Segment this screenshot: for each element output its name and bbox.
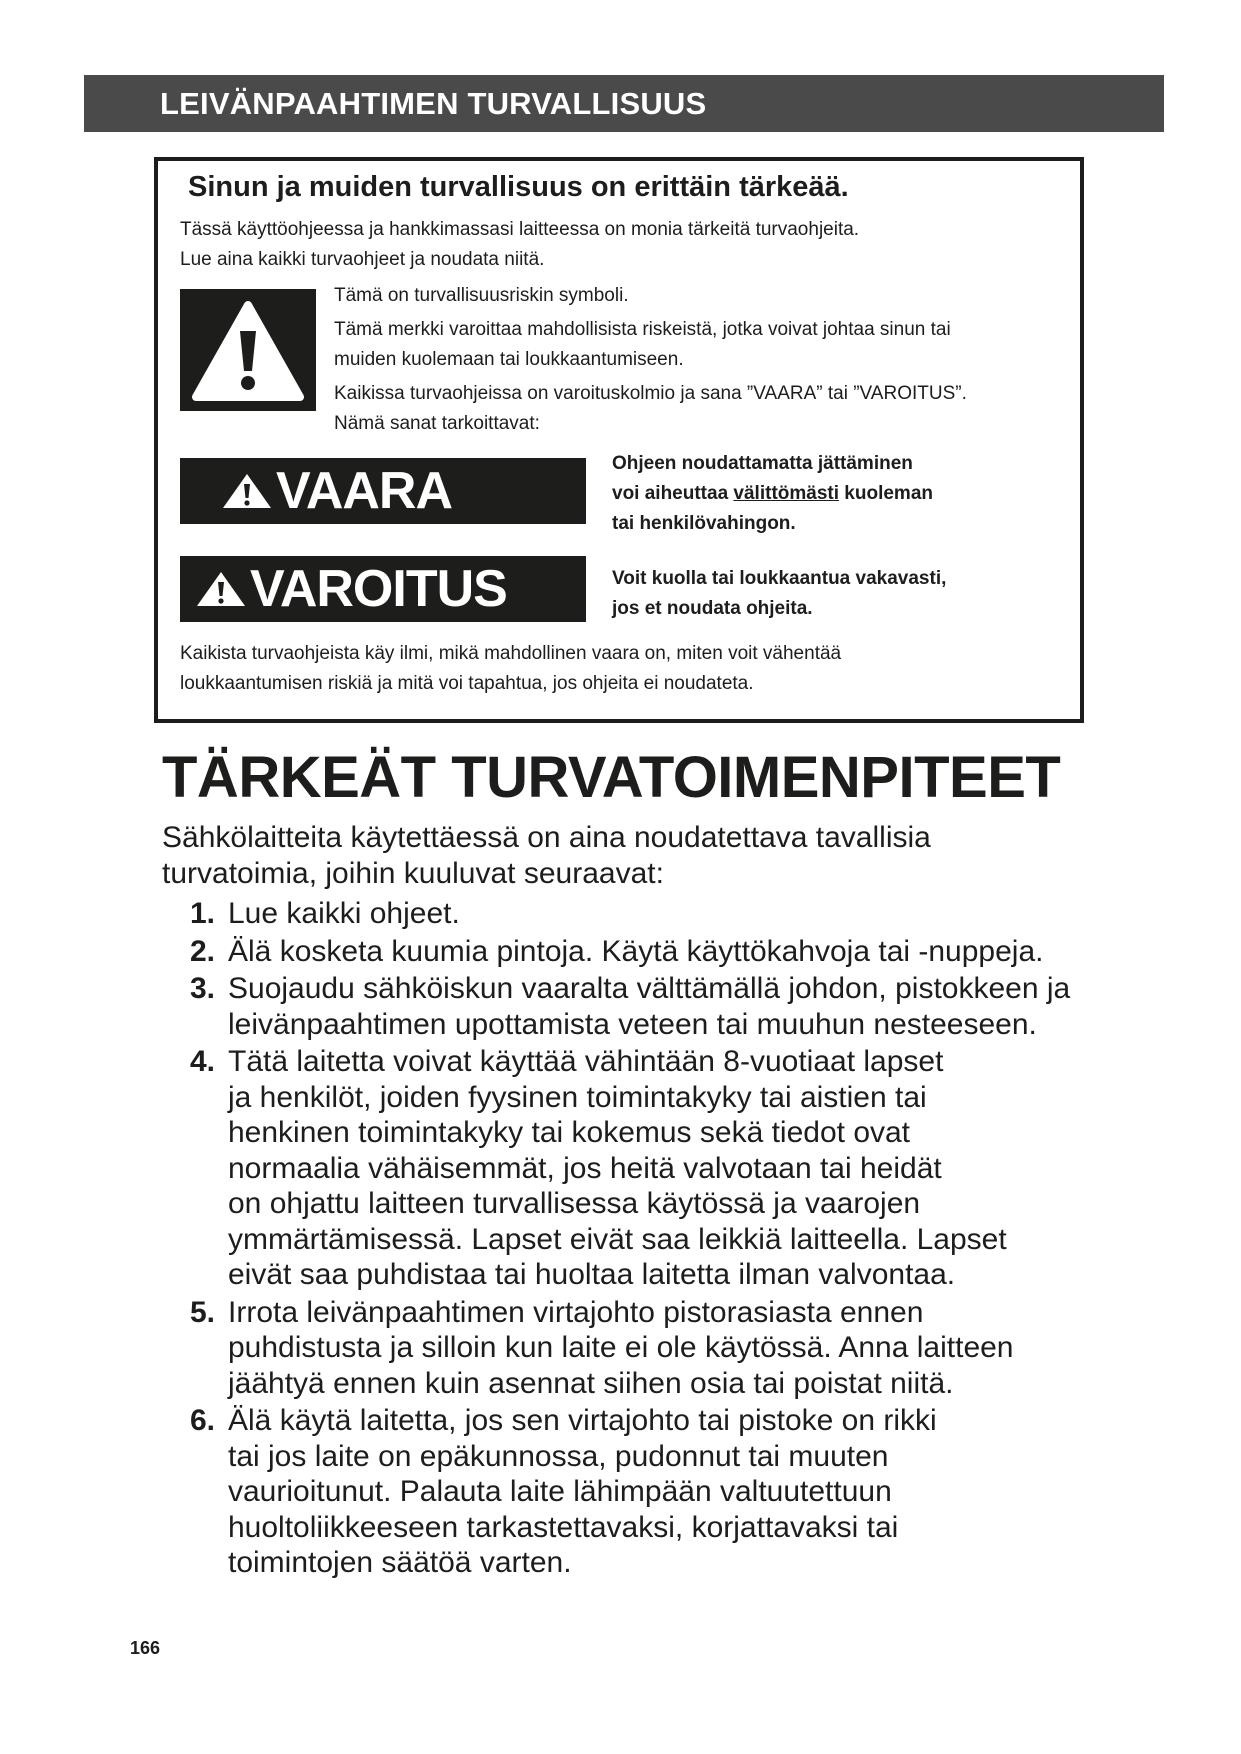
list-item xyxy=(162,1295,1122,1402)
list-item xyxy=(162,934,1122,970)
intro-line: Lue aina kaikki turvaohjeet ja noudata niitä. xyxy=(180,249,545,270)
item-text: toimintojen säätöä varten. xyxy=(228,1546,572,1579)
warning-triangle-icon xyxy=(220,471,274,511)
intro-line: Tässä käyttöohjeessa ja hankkimassasi laitteessa on monia tärkeitä turvaohjeita. xyxy=(180,219,860,240)
item-number: 1. xyxy=(190,897,216,930)
item-text: huoltoliikkeeseen tarkastettavaksi, korjattavaksi tai xyxy=(228,1510,899,1544)
list-item xyxy=(162,1403,1122,1581)
safety-box-title: Sinun ja muiden turvallisuus on erittäin tärkeää. xyxy=(188,171,849,203)
list-item xyxy=(162,896,1122,932)
warning-triangle-icon xyxy=(194,569,248,609)
danger-label-text: VAARA xyxy=(276,462,453,520)
item-text: henkinen toimintakyky tai kokemus sekä tiedot ovat xyxy=(228,1116,911,1149)
danger-signal-label xyxy=(180,458,586,524)
precautions-list xyxy=(162,896,1122,1583)
item-text: Älä käytä laitetta, jos sen virtajohto tai pistoke on rikki xyxy=(228,1404,937,1437)
item-text: vaurioitunut. Palauta laite lähimpään valtuutettuun xyxy=(228,1475,892,1508)
item-text: on ohjattu laitteen turvallisessa käytössä ja vaarojen xyxy=(228,1187,921,1220)
safety-notice-box xyxy=(154,157,1084,723)
list-item xyxy=(162,971,1122,1042)
warning-signal-label xyxy=(180,556,586,622)
item-text: puhdistusta ja silloin kun laite ei ole käytössä. Anna laitteen xyxy=(228,1331,1014,1364)
item-text: Lue kaikki ohjeet. xyxy=(228,897,460,930)
list-item xyxy=(162,1044,1122,1293)
item-text: Älä kosketa kuumia pintoja. Käytä käyttökahvoja tai -nuppeja. xyxy=(228,934,1044,968)
item-number: 6. xyxy=(190,1404,216,1437)
item-number: 2. xyxy=(190,934,216,968)
page-number: 166 xyxy=(130,1638,161,1658)
warning-description: Voit kuolla tai loukkaantua vakavasti, jos et noudata ohjeita. xyxy=(612,568,947,619)
item-text: ymmärtämisessä. Lapset eivät saa leikkiä laitteella. Lapset xyxy=(228,1222,1007,1256)
precautions-intro: Sähkölaitteita käytettäessä on aina noudatettava tavallisia turvatoimia, joihin kuuluvat seuraavat: xyxy=(162,821,931,890)
danger-description: Ohjeen noudattamatta jättäminen voi aiheuttaa välittömästi kuoleman tai henkilövahingon. xyxy=(612,453,933,534)
section-header: LEIVÄNPAAHTIMEN TURVALLISUUS xyxy=(84,75,1164,132)
item-text: jäähtyä ennen kuin asennat siihen osia tai poistat niitä. xyxy=(228,1366,954,1400)
symbol-explanation xyxy=(334,281,1064,439)
safety-box-footer: Kaikista turvaohjeista käy ilmi, mikä mahdollinen vaara on, miten voit vähentää loukkaantumisen riskiä ja mitä voi tapahtua, jos ohjeita ei noudateta. xyxy=(180,643,842,694)
item-number: 4. xyxy=(190,1045,216,1078)
safety-box-intro xyxy=(180,215,859,275)
item-number: 3. xyxy=(190,972,216,1005)
symbol-line: Kaikissa turvaohjeissa on varoituskolmio ja sana ”VAARA” tai ”VAROITUS”. Nämä sanat tarkoittavat: xyxy=(334,383,967,434)
warning-label-text: VAROITUS xyxy=(250,560,507,618)
item-text: ja henkilöt, joiden fyysinen toimintakyky tai aistien tai xyxy=(228,1080,927,1114)
item-text: leivänpaahtimen upottamista veteen tai muuhun nesteeseen. xyxy=(228,1007,1037,1041)
item-number: 5. xyxy=(190,1295,216,1329)
page-title: TÄRKEÄT TURVATOIMENPITEET xyxy=(162,745,1061,810)
item-text: normaalia vähäisemmät, jos heitä valvotaan tai heidät xyxy=(228,1151,942,1185)
item-text: Irrota leivänpaahtimen virtajohto pistorasiasta ennen xyxy=(228,1295,924,1329)
item-text: Suojaudu sähköiskun vaaralta välttämällä johdon, pistokkeen ja xyxy=(228,972,1071,1005)
safety-alert-symbol-icon xyxy=(180,289,316,411)
item-text: Tätä laitetta voivat käyttää vähintään 8-vuotiaat lapset xyxy=(228,1045,944,1078)
symbol-line: Tämä on turvallisuusriskin symboli. xyxy=(334,285,629,306)
item-text: tai jos laite on epäkunnossa, pudonnut tai muuten xyxy=(228,1439,889,1473)
item-text: eivät saa puhdistaa tai huoltaa laitetta ilman valvontaa. xyxy=(228,1258,956,1291)
symbol-line: Tämä merkki varoittaa mahdollisista riskeistä, jotka voivat johtaa sinun tai muiden kuolemaan tai loukkaantumiseen. xyxy=(334,319,951,370)
